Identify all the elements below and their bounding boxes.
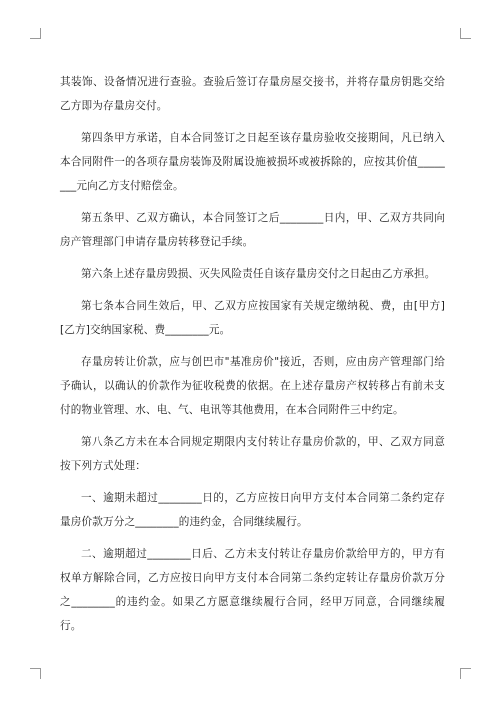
paragraph-clause-2: 二、逾期超过________日后、乙方未支付转让存量房价款给甲方的，甲方有权单方解除合同，乙方应按日向甲方支付本合同第二条约定转让存量房价款万分之________的违约金。如果乙方愿意继续履行合同，经甲万同意，合同继续履行。 [60, 548, 445, 632]
paragraph-article-6: 第六条上述存量房毁损、灭失风险责任自该存量房交付之日起由乙方承担。 [81, 268, 436, 280]
paragraph-transfer-price: 存量房转让价款，应与创巴市"基准房价"接近，否则，应由房产管理部门给予确认，以确认的价款作为征收税费的依据。在上述存量房产权转移占有前未支付的物业管理、水、电、气、电讯等其他费用，在本合同附件三中约定。 [60, 356, 445, 416]
paragraph-clause-1: 一、逾期未超过________日的，乙方应按日向甲方支付本合同第二条约定存量房价款万分之________的违约金，合同继续履行。 [60, 492, 445, 528]
paragraph-inspection: 其装饰、设备情况进行查验。查验后签订存量房屋交接书，并将存量房钥匙交给乙方即为存量房交付。 [60, 76, 445, 112]
paragraph-article-5: 第五条甲、乙双方确认，本合同签订之后________日内，甲、乙双方共同向房产管理部门申请存量房转移登记手续。 [60, 212, 445, 248]
paragraph-article-7: 第七条本合同生效后，甲、乙双方应按国家有关规定缴纳税、费，由[甲方][乙方]交纳国家税、费________元。 [60, 300, 445, 336]
corner-mark-top-left [30, 28, 41, 39]
corner-mark-top-right [460, 28, 471, 39]
corner-mark-bottom-right [460, 668, 471, 679]
paragraph-article-4: 第四条甲方承诺，自本合同签订之日起至该存量房验收交接期间，凡已纳入本合同附件一的各项存量房装饰及附属设施被损坏或被拆除的，应按其价值________元向乙方支付赔偿金。 [60, 132, 445, 192]
document-body [60, 70, 445, 638]
corner-mark-bottom-left [30, 668, 41, 679]
paragraph-article-8: 第八条乙方未在本合同规定期限内支付转让存量房价款的，甲、乙双方同意按下列方式处理： [60, 436, 445, 472]
